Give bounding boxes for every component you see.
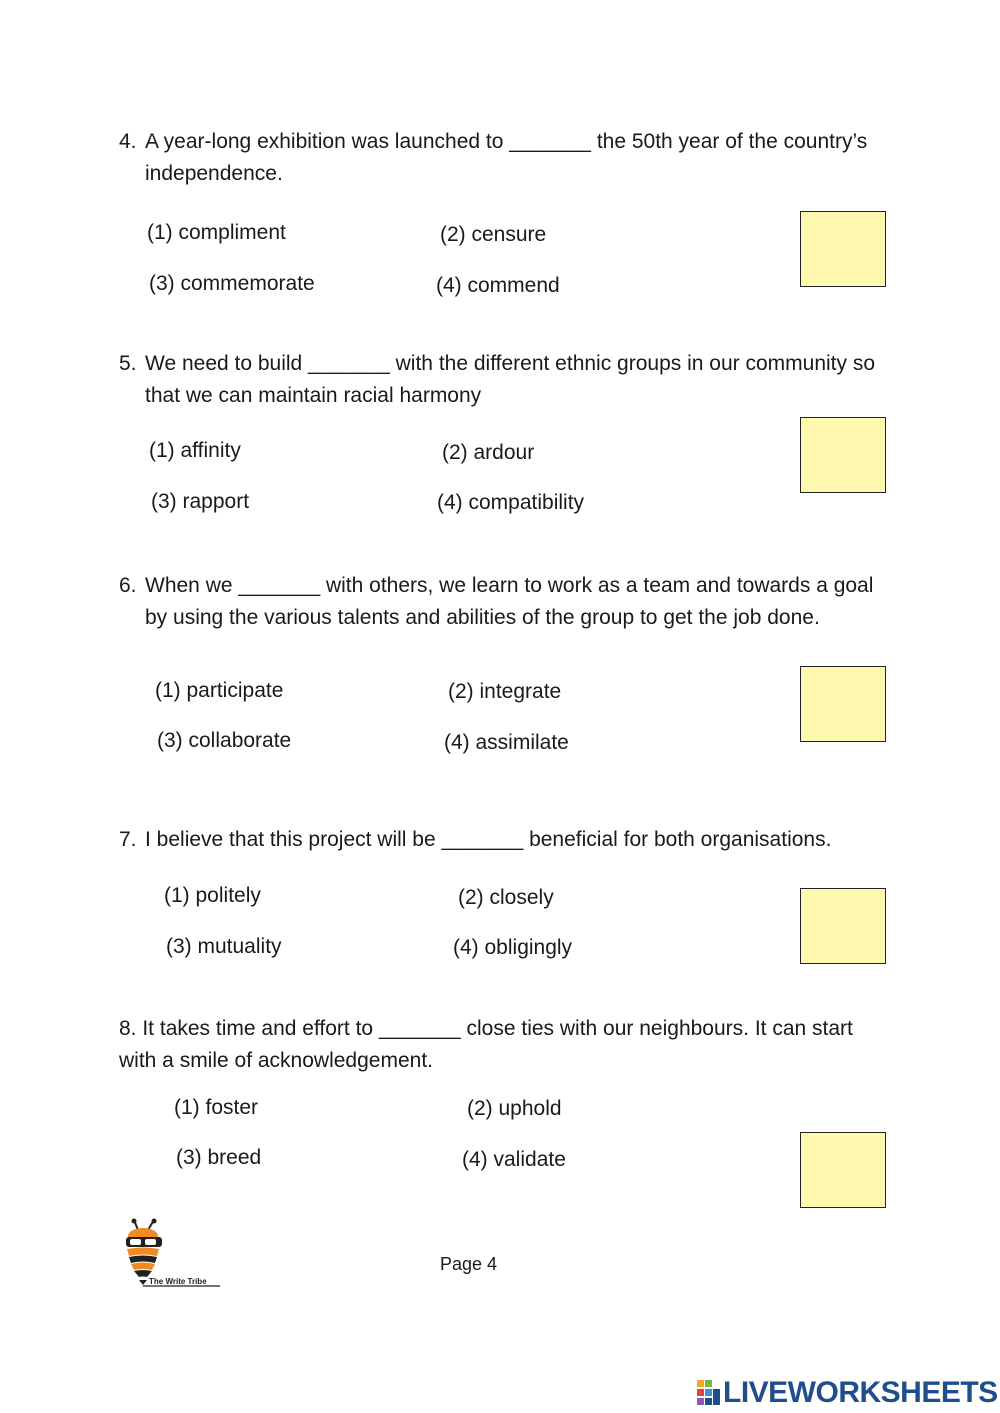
- question-4-option-2: (2) censure: [440, 223, 547, 246]
- question-6-stem: [119, 570, 889, 634]
- logo-text: The Write Tribe: [149, 1277, 207, 1286]
- liveworksheets-branding: [697, 1378, 998, 1408]
- question-6-option-4: (4) assimilate: [444, 731, 569, 754]
- liveworksheets-logo-icon: [697, 1380, 721, 1406]
- question-8-answer-box[interactable]: [800, 1132, 886, 1208]
- question-4-option-3: (3) commemorate: [149, 272, 315, 295]
- question-6-answer-box[interactable]: [800, 666, 886, 742]
- question-4-option-1: (1) compliment: [147, 221, 286, 244]
- question-7-option-2: (2) closely: [458, 886, 554, 909]
- question-number: 8.: [119, 1017, 137, 1040]
- question-8-option-2: (2) uphold: [467, 1097, 562, 1120]
- question-7-option-3: (3) mutuality: [166, 935, 282, 958]
- question-4-stem: [119, 126, 899, 190]
- page-number: Page 4: [440, 1254, 498, 1274]
- liveworksheets-wordmark: LIVEWORKSHEETS: [723, 1376, 998, 1409]
- question-7-stem: [119, 824, 899, 856]
- question-5-option-2: (2) ardour: [442, 441, 535, 464]
- question-5-option-3: (3) rapport: [151, 490, 250, 513]
- question-5-answer-box[interactable]: [800, 417, 886, 493]
- bee-icon: [120, 1218, 230, 1293]
- question-number: 7.: [119, 828, 137, 851]
- write-tribe-logo: [120, 1218, 230, 1293]
- question-8-option-1: (1) foster: [174, 1096, 259, 1119]
- question-6-option-1: (1) participate: [155, 679, 284, 702]
- question-number: 5.: [119, 352, 137, 375]
- question-5-option-1: (1) affinity: [149, 439, 241, 462]
- question-number: 4.: [119, 130, 137, 153]
- question-8-option-4: (4) validate: [462, 1148, 566, 1171]
- question-5-option-4: (4) compatibility: [437, 491, 585, 514]
- question-7-option-4: (4) obligingly: [453, 936, 573, 959]
- question-6-option-3: (3) collaborate: [157, 729, 292, 752]
- question-number: 6.: [119, 574, 137, 597]
- question-text: When we _______ with others, we learn to work as a team and towards a goal by using the various talents and abilities of the group to get the job done.: [145, 574, 874, 629]
- question-text: I believe that this project will be _______ beneficial for both organisations.: [145, 828, 832, 851]
- question-8-stem: [119, 1013, 879, 1077]
- question-5-stem: [119, 348, 899, 412]
- question-8-option-3: (3) breed: [176, 1146, 262, 1169]
- question-4-option-4: (4) commend: [436, 274, 560, 297]
- question-6-option-2: (2) integrate: [448, 680, 562, 703]
- question-text: A year-long exhibition was launched to _______ the 50th year of the country’s independence.: [145, 130, 868, 185]
- question-4-answer-box[interactable]: [800, 211, 886, 287]
- question-7-answer-box[interactable]: [800, 888, 886, 964]
- question-text: We need to build _______ with the different ethnic groups in our community so that we can maintain racial harmony: [145, 352, 876, 407]
- question-text: It takes time and effort to _______ close ties with our neighbours. It can start with a smile of acknowledgement.: [119, 1017, 853, 1072]
- question-7-option-1: (1) politely: [164, 884, 261, 907]
